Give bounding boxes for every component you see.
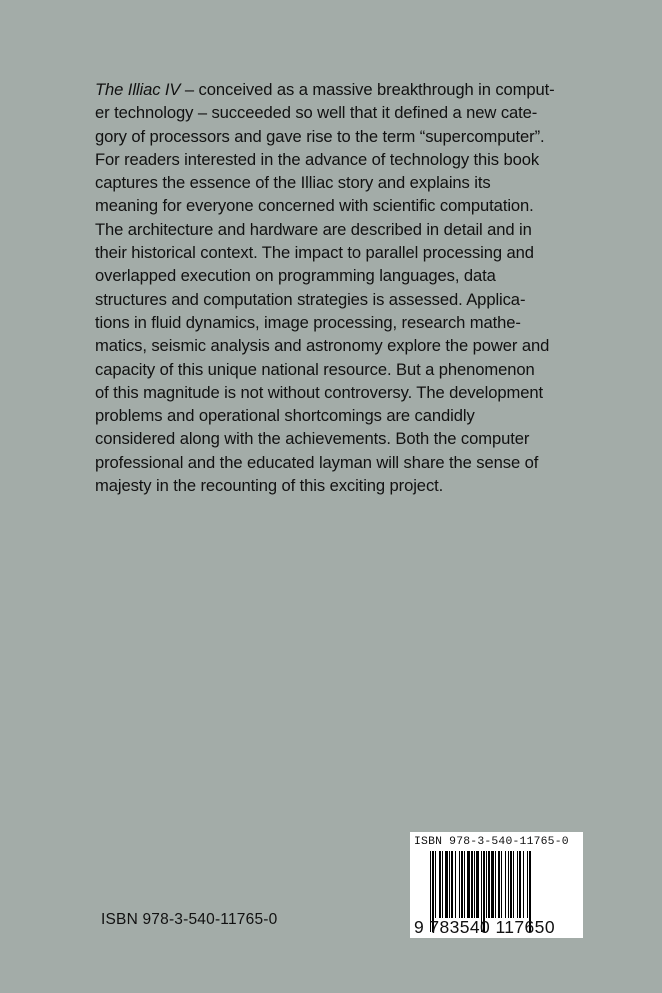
blurb-line-11: tions in fluid dynamics, image processing, research mathe-: [95, 312, 521, 332]
book-title-italic: The Illiac IV: [95, 80, 181, 99]
blurb-line-15: problems and operational shortcomings are candidly: [95, 406, 475, 426]
blurb-line-1: [95, 78, 615, 101]
blurb-line-10: structures and computation strategies is assessed. Applica-: [95, 289, 526, 309]
barcode-bar: [486, 851, 487, 918]
blurb-line-18: majesty in the recounting of this exciting project.: [95, 476, 444, 496]
barcode-isbn-text: ISBN 978-3-540-11765-0: [414, 836, 569, 848]
barcode-bar: [527, 851, 528, 918]
barcode-bar: [523, 851, 524, 918]
barcode-bar: [510, 851, 512, 918]
blurb-line-6: meaning for everyone concerned with scientific computation.: [95, 196, 534, 216]
barcode-bar: [461, 851, 463, 918]
barcode-bar: [459, 851, 460, 918]
blurb-line-7: The architecture and hardware are described in detail and in: [95, 219, 532, 239]
barcode-bar: [439, 851, 441, 918]
barcode-bar: [498, 851, 500, 918]
barcode-bar: [442, 851, 443, 918]
barcode-bar: [464, 851, 465, 918]
barcode-bar: [451, 851, 453, 918]
barcode-bar: [474, 851, 475, 918]
blurb-line-8: their historical context. The impact to parallel processing and: [95, 243, 534, 263]
blurb-line-14: of this magnitude is not without controversy. The development: [95, 382, 544, 402]
barcode-bar: [488, 851, 490, 918]
barcode-bar: [519, 851, 521, 918]
blurb-line-9: overlapped execution on programming languages, data: [95, 266, 496, 286]
barcode-bar: [455, 851, 456, 918]
barcode-bar: [467, 851, 470, 918]
blurb-line-13: capacity of this unique national resource. But a phenomenon: [95, 359, 535, 379]
blurb-line-5: captures the essence of the Illiac story and explains its: [95, 173, 491, 193]
barcode-bar: [508, 851, 509, 918]
barcode-label: [410, 832, 583, 938]
barcode-bar: [445, 851, 448, 918]
blurb-line-4: For readers interested in the advance of technology this book: [95, 149, 540, 169]
barcode-bar: [513, 851, 514, 918]
blurb-line-3: gory of processors and gave rise to the term “supercomputer”.: [95, 126, 545, 146]
blurb-line-12: matics, seismic analysis and astronomy explore the power and: [95, 336, 550, 356]
barcode-digits: 9 783540 117650: [414, 917, 555, 937]
isbn-text: ISBN 978-3-540-11765-0: [101, 911, 278, 928]
barcode-bar: [476, 851, 479, 918]
blurb-line-2: er technology – succeeded so well that it defined a new cate-: [95, 103, 538, 123]
blurb-line-17: professional and the educated layman will share the sense of: [95, 452, 539, 472]
barcode-bar: [495, 851, 496, 918]
barcode-bar: [435, 851, 436, 918]
back-cover-blurb: [95, 78, 615, 497]
blurb-line-16: considered along with the achievements. Both the computer: [95, 429, 530, 449]
barcode-bar: [517, 851, 518, 918]
barcode-bar: [491, 851, 494, 918]
blurb-line-1-text: – conceived as a massive breakthrough in comput-: [180, 80, 555, 99]
barcode-bar: [505, 851, 506, 918]
barcode-bar: [471, 851, 473, 918]
barcode-bar: [501, 851, 502, 918]
barcode-bar: [449, 851, 450, 918]
